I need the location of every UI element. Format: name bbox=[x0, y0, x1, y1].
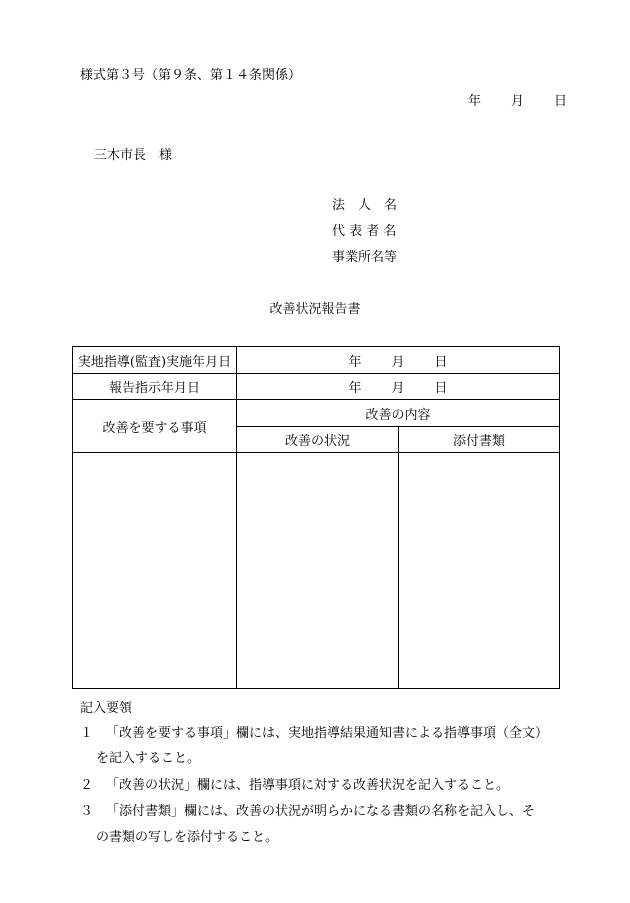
report-instruction-date-field[interactable] bbox=[237, 374, 559, 399]
improvement-report-table bbox=[72, 346, 560, 689]
instruction-text: 「改善を要する事項」欄には、実地指導結果通知書による指導事項（全文） bbox=[106, 726, 549, 741]
instruction-number: ２ bbox=[80, 778, 94, 793]
date-day-label: 日 bbox=[554, 94, 568, 109]
inspection-date-field[interactable] bbox=[237, 347, 559, 373]
report-instruction-date-label: 報告指示年月日 bbox=[108, 381, 200, 396]
instruction-day-label: 日 bbox=[434, 381, 448, 396]
instruction-item bbox=[80, 722, 548, 741]
instruction-year-label: 年 bbox=[348, 381, 362, 396]
instruction-text: 「改善の状況」欄には、指導事項に対する改善状況を記入すること。 bbox=[106, 778, 510, 793]
instruction-text: 「添付書類」欄には、改善の状況が明らかになる書類の名称を記入し、そ bbox=[106, 804, 536, 819]
inspection-date-label: 実地指導(監査)実施年月日 bbox=[77, 354, 232, 370]
attachments-field[interactable] bbox=[399, 453, 559, 688]
sender-representative-name: 代 表 者 名 bbox=[332, 224, 397, 239]
instruction-number: １ bbox=[80, 726, 94, 741]
addressee: 三木市長 様 bbox=[94, 148, 173, 163]
items-requiring-improvement-header: 改善を要する事項 bbox=[102, 420, 207, 436]
inspection-day-label: 日 bbox=[434, 354, 448, 370]
instruction-item bbox=[80, 774, 509, 793]
document-title: 改善状況報告書 bbox=[269, 302, 361, 317]
attachments-header: 添付書類 bbox=[452, 434, 505, 449]
date-year-label: 年 bbox=[468, 94, 482, 109]
sender-office-name: 事業所名等 bbox=[332, 250, 398, 265]
instructions-heading: 記入要領 bbox=[80, 701, 133, 716]
date-month-label: 月 bbox=[511, 94, 525, 109]
sender-corporation-name: 法 人 名 bbox=[332, 198, 398, 213]
submission-date bbox=[468, 90, 567, 109]
instruction-number: ３ bbox=[80, 804, 94, 819]
inspection-year-label: 年 bbox=[348, 354, 362, 370]
instruction-month-label: 月 bbox=[391, 381, 405, 396]
inspection-month-label: 月 bbox=[391, 354, 405, 370]
improvement-status-header: 改善の状況 bbox=[284, 434, 350, 449]
instruction-text-continued: の書類の写しを添付すること。 bbox=[96, 830, 279, 845]
improvement-status-field[interactable] bbox=[237, 453, 398, 688]
form-number: 様式第３号（第９条、第１４条関係） bbox=[80, 68, 302, 83]
items-requiring-improvement-field[interactable] bbox=[73, 453, 236, 688]
instruction-text-continued: を記入すること。 bbox=[96, 751, 201, 766]
instruction-item bbox=[80, 800, 535, 819]
improvement-content-header: 改善の内容 bbox=[365, 407, 431, 423]
